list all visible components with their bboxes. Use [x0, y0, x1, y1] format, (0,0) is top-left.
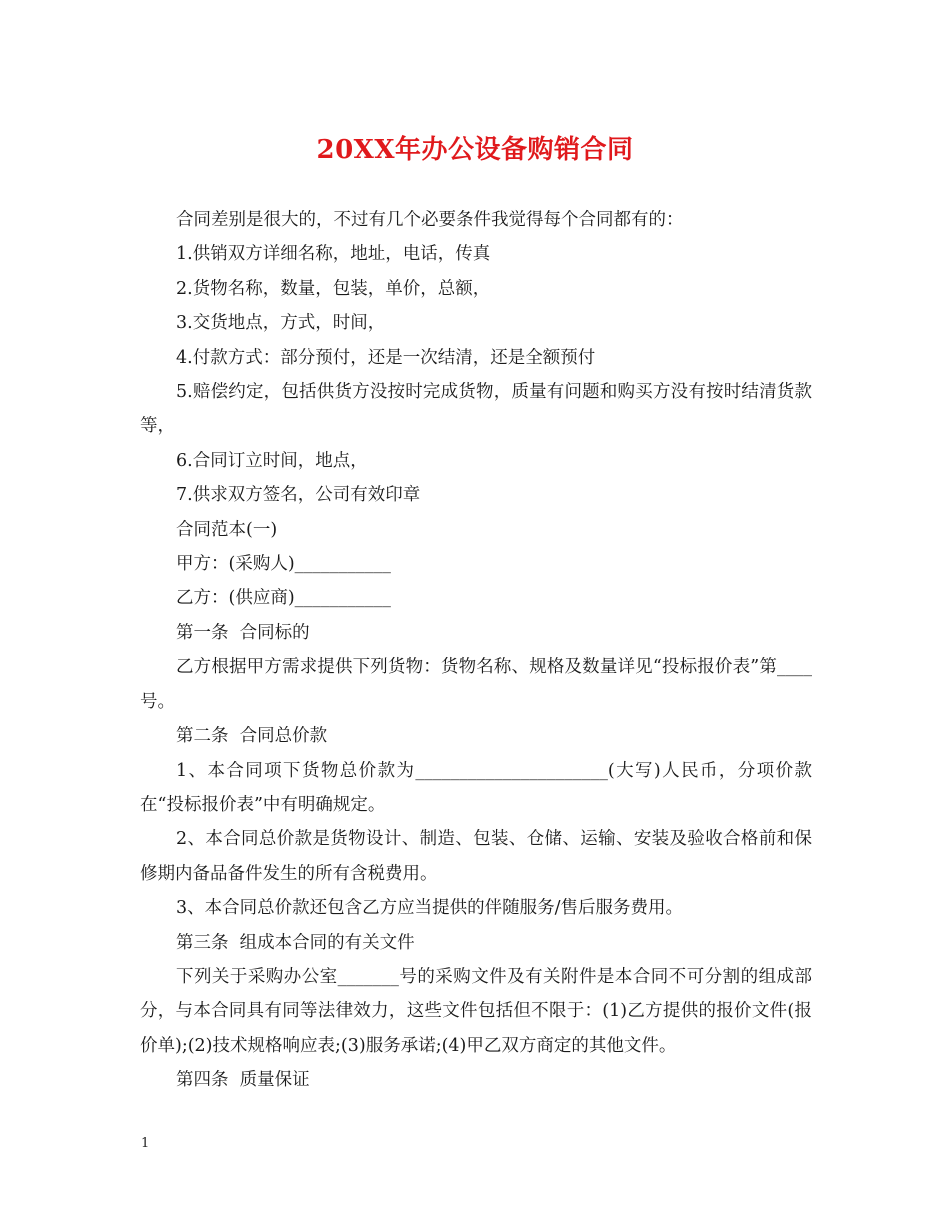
- party-b-line: 乙方：(供应商)___________: [176, 588, 391, 609]
- article-3-text: 下列关于采购办公室_______号的采购文件及有关附件是本合同不可分割的组成部分，与本合同具有同等法律效力，这些文件包括但不限于：(1)乙方提供的报价文件(报价单);(2)技术规格响应表;(3)服务承诺;(4)甲乙双方商定的其他文件。: [140, 966, 812, 1056]
- party-a-line: 甲方：(采购人)___________: [176, 554, 391, 575]
- article-2-clause-1: 1、本合同项下货物总价款为______________________(大写)人民币，分项价款在“投标报价表”中有明确规定。: [140, 760, 812, 815]
- paragraph-item-5: 5.赔偿约定，包括供货方没按时完成货物，质量有问题和购买方没有按时结清货款等，: [140, 382, 812, 437]
- article-2-clause-3: 3、本合同总价款还包含乙方应当提供的伴随服务/售后服务费用。: [176, 898, 684, 919]
- article-1-heading: 第一条 合同标的: [176, 622, 310, 643]
- paragraph-item-4: 4.付款方式：部分预付，还是一次结清，还是全额预付: [176, 347, 596, 368]
- paragraph-item-6: 6.合同订立时间，地点，: [176, 450, 368, 471]
- article-2-heading: 第二条 合同总价款: [176, 726, 328, 747]
- document-title: 20XX年办公设备购销合同: [316, 135, 634, 165]
- paragraph-item-7: 7.供求双方签名，公司有效印章: [176, 485, 421, 506]
- document-body: [140, 203, 812, 1098]
- article-4-heading: 第四条 质量保证: [176, 1070, 310, 1091]
- article-2-clause-2: 2、本合同总价款是货物设计、制造、包装、仓储、运输、安装及验收合格前和保修期内备品备件发生的所有含税费用。: [140, 829, 812, 884]
- paragraph-intro: 合同差别是很大的，不过有几个必要条件我觉得每个合同都有的：: [176, 210, 684, 230]
- article-3-heading: 第三条 组成本合同的有关文件: [176, 932, 415, 953]
- contract-template-heading: 合同范本(一): [176, 519, 278, 540]
- paragraph-item-1: 1.供销双方详细名称，地址，电话，传真: [176, 244, 491, 265]
- paragraph-item-2: 2.货物名称，数量，包装，单价，总额，: [176, 278, 491, 299]
- paragraph-item-3: 3.交货地点，方式，时间，: [176, 313, 386, 334]
- article-1-text: 乙方根据甲方需求提供下列货物：货物名称、规格及数量详见“投标报价表”第____号。: [140, 657, 812, 712]
- page-number: 1: [141, 1136, 150, 1151]
